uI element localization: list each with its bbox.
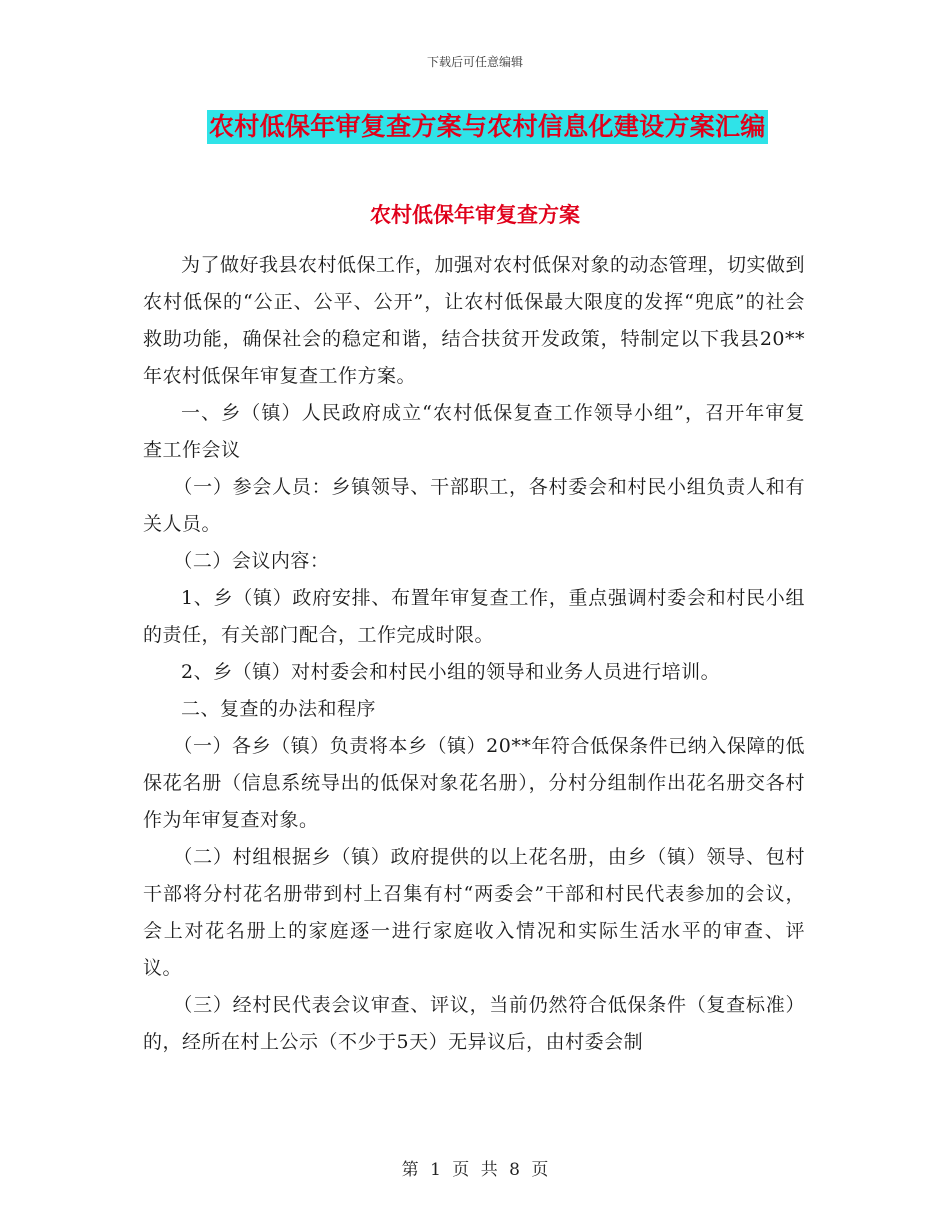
paragraph: （二）会议内容： (173, 550, 330, 572)
paragraph: （一）各乡（镇）负责将本乡（镇）20**年符合低保条件已纳入保障的低保花名册（信息系统导出的低保对象花名册），分村分组制作出花名册交各村作为年审复查对象。 (143, 735, 805, 831)
paragraph: 为了做好我县农村低保工作，加强对农村低保对象的动态管理，切实做到农村低保的“公正、公平、公开”，让农村低保最大限度的发挥“兜底”的社会救助功能，确保社会的稳定和谐，结合扶贫开发政策，特制定以下我县20**年农村低保年审复查工作方案。 (143, 254, 806, 387)
paragraph: （二）村组根据乡（镇）政府提供的以上花名册，由乡（镇）领导、包村干部将分村花名册带到村上召集有村“两委会”干部和村民代表参加的会议，会上对花名册上的家庭逐一进行家庭收入情况和实际生活水平的审查、评议。 (143, 846, 805, 979)
paragraph: （三）经村民代表会议审查、评议，当前仍然符合低保条件（复查标准）的，经所在村上公示（不少于5天）无异议后，由村委会制 (143, 994, 805, 1053)
header-note: 下载后可任意编辑 (426, 55, 523, 69)
main-title: 农村低保年审复查方案与农村信息化建设方案汇编 (209, 112, 766, 141)
page-number: 第 1 页 共 8 页 (401, 1160, 549, 1180)
section-title: 农村低保年审复查方案 (370, 202, 580, 227)
paragraph: 2、乡（镇）对村委会和村民小组的领导和业务人员进行培训。 (181, 661, 721, 683)
paragraph: 1、乡（镇）政府安排、布置年审复查工作，重点强调村委会和村民小组的责任，有关部门配合，工作完成时限。 (143, 587, 805, 646)
paragraph: 二、复查的办法和程序 (181, 698, 377, 720)
main-title-highlight (207, 110, 768, 144)
paragraph: 一、乡（镇）人民政府成立“农村低保复查工作领导小组”，召开年审复查工作会议 (143, 402, 805, 461)
paragraph: （一）参会人员：乡镇领导、干部职工，各村委会和村民小组负责人和有关人员。 (143, 476, 805, 535)
document-body (143, 247, 805, 1061)
